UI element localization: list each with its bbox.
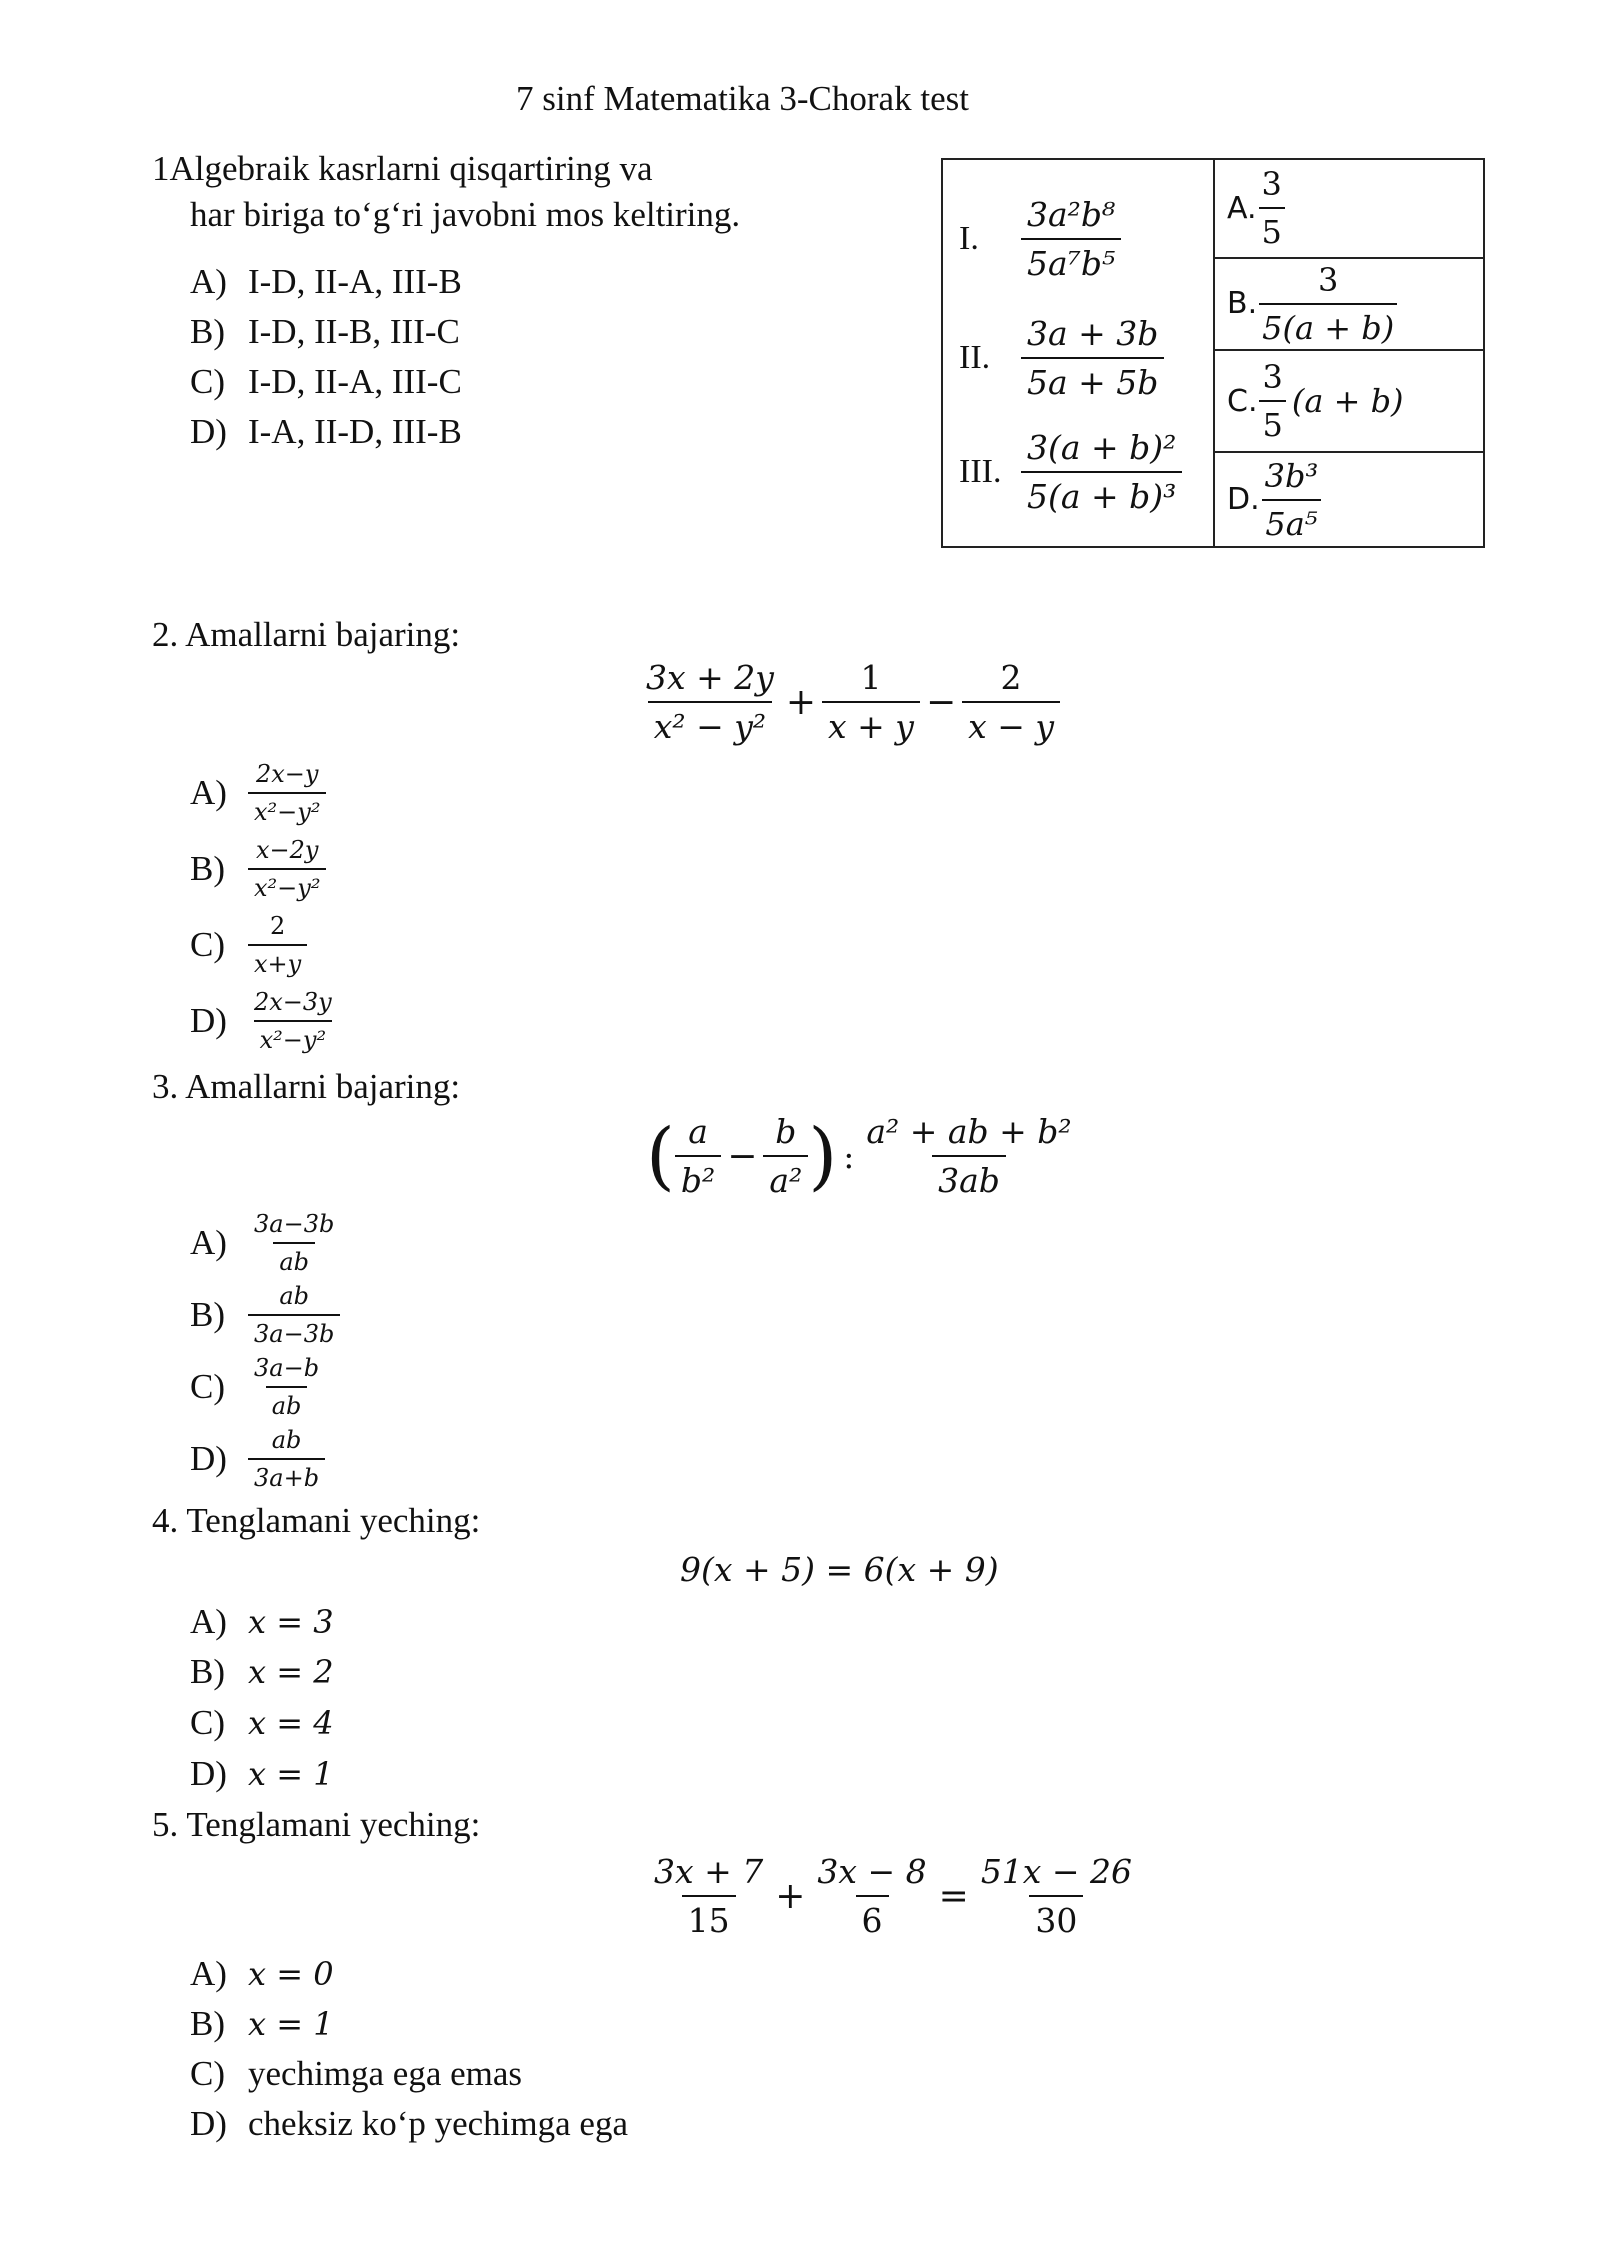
q1-expr-i [943,179,1213,299]
fraction [248,1282,340,1348]
denominator: 3a+b [248,1458,325,1492]
q2-option-c[interactable] [190,912,307,978]
fraction [648,1852,769,1940]
fraction [822,658,920,746]
option-label: A) [190,1602,227,1641]
option-label: D) [190,412,227,451]
operator: + [785,681,817,723]
option-text: I-A, II-D, III-B [248,412,462,451]
numerator: a [688,1112,708,1151]
option-text: x = 4 [248,1704,334,1742]
numerator: a² + ab + b² [866,1112,1072,1151]
fraction [962,658,1060,746]
option-text: I-D, II-A, III-B [248,262,462,301]
denominator: 5a⁷b⁵ [1021,238,1121,283]
denominator: ab [273,1242,315,1276]
denominator: 5a + 5b [1021,357,1164,402]
option-label: D) [190,1439,227,1478]
denominator: x² − y² [648,701,772,746]
q1-expr-ii [943,299,1213,417]
q1-option-c[interactable] [190,362,462,402]
option-label: D) [190,2104,227,2143]
q5-option-a[interactable] [190,1954,334,1994]
numerator: 3 [1262,358,1283,397]
numerator: 2x−3y [254,988,332,1016]
q1-text-line1: 1Algebraik kasrlarni qisqartiring va [152,149,653,188]
denominator: 30 [1029,1895,1083,1940]
denominator: 5(a + b)³ [1021,471,1182,516]
numerator: x−2y [255,836,319,864]
option-text: I-D, II-A, III-C [248,362,462,401]
q2-expression [640,658,1060,746]
option-label: D) [190,1001,227,1040]
numerator: 3x − 8 [817,1852,927,1891]
numerator: 3(a + b)² [1027,428,1177,467]
q4-equation: 9(x + 5) = 6(x + 9) [680,1550,999,1589]
denominator: 5 [1259,400,1285,444]
numerator: ab [271,1426,302,1454]
q5-option-d[interactable] [190,2104,628,2144]
option-text: x = 2 [248,1653,334,1691]
operator: − [925,681,957,723]
fraction [248,912,307,978]
denominator: 3a−3b [248,1314,340,1348]
fraction [248,988,338,1054]
q4-option-c[interactable] [190,1703,334,1743]
numerator: 1 [860,658,882,697]
q5-heading: 5. Tenglamani yeching: [152,1805,481,1844]
option-label: A) [190,262,227,301]
option-label: C) [190,1703,225,1742]
denominator: 6 [856,1895,889,1940]
q3-option-c[interactable] [190,1354,325,1420]
fraction [248,836,326,902]
operator: − [727,1135,758,1177]
fraction [248,1426,325,1492]
option-label: A) [190,1954,227,1993]
q5-expression [648,1852,1138,1940]
numerator: 2x−y [255,760,319,788]
roman-label: I. [959,220,979,257]
q3-option-a[interactable] [190,1210,340,1276]
fraction [1259,358,1285,444]
option-label: B) [190,1295,225,1334]
page-title: 7 sinf Matematika 3-Chorak test [516,79,969,118]
fraction [248,1354,325,1420]
q1-option-a[interactable] [190,262,462,302]
colon: : [843,1136,855,1176]
numerator: 3a−3b [254,1210,335,1238]
q1-answer-d [1214,452,1484,547]
denominator: ab [266,1386,308,1420]
option-label: A) [190,773,227,812]
denominator: x²−y² [254,1020,332,1054]
equals-sign: = [938,1875,969,1917]
denominator: x+y [248,944,307,978]
numerator: 3x + 7 [654,1852,764,1891]
option-text: x = 1 [248,2005,334,2043]
option-label: C) [190,2054,225,2093]
option-label: B) [190,2004,225,2043]
roman-label: II. [959,339,991,376]
fraction [860,1112,1077,1200]
option-text: I-D, II-B, III-C [248,312,460,351]
q4-option-d[interactable] [190,1754,334,1794]
option-label: C) [190,362,225,401]
denominator: 5a⁵ [1262,499,1320,543]
numerator: 2 [1000,658,1022,697]
numerator: 3a−b [254,1354,320,1382]
numerator: 3 [1261,165,1282,204]
q4-option-a[interactable] [190,1602,334,1642]
option-label: C) [190,925,225,964]
numerator: b [775,1112,797,1151]
fraction [1021,428,1182,516]
q2-option-b[interactable] [190,836,326,902]
operator: + [775,1875,806,1917]
fraction [763,1112,808,1200]
option-label: C) [190,1367,225,1406]
option-text: x = 0 [248,1955,334,1993]
denominator: x²−y² [248,868,326,902]
q2-heading: 2. Amallarni bajaring: [152,615,461,654]
numerator: 2 [269,912,286,940]
q1-answer-b [1214,258,1484,350]
fraction [675,1112,721,1200]
option-text: cheksiz ko‘p yechimga ega [248,2104,628,2143]
answer-letter: B. [1227,286,1258,322]
fraction [1259,165,1285,251]
answer-tail: (a + b) [1291,382,1404,421]
q1-expr-iii [943,417,1213,527]
option-label: B) [190,312,225,351]
numerator: 3a + 3b [1027,314,1159,353]
option-label: B) [190,849,225,888]
denominator: b² [675,1155,721,1200]
q2-option-a[interactable] [190,760,326,826]
q1-option-d[interactable] [190,412,462,452]
fraction [1259,261,1397,347]
numerator: 3 [1317,260,1339,299]
q1-answer-c [1214,350,1484,453]
left-paren: ( [646,1113,675,1199]
fraction [811,1852,932,1940]
q1-answer-a [1214,159,1484,258]
denominator: 5(a + b) [1259,303,1397,347]
roman-label: III. [959,453,1002,490]
fraction [248,760,326,826]
option-text: x = 1 [248,1755,334,1793]
q5-option-c[interactable] [190,2054,522,2094]
numerator: ab [279,1282,309,1310]
option-label: B) [190,1652,225,1691]
denominator: 5 [1259,207,1285,251]
option-label: D) [190,1754,227,1793]
q4-option-b[interactable] [190,1652,334,1692]
answer-letter: D. [1227,482,1260,518]
q3-option-b[interactable] [190,1282,340,1348]
denominator: x + y [822,701,920,746]
denominator: 15 [682,1895,736,1940]
right-paren: ) [808,1113,838,1199]
q4-heading: 4. Tenglamani yeching: [152,1501,481,1540]
q3-heading: 3. Amallarni bajaring: [152,1067,461,1106]
denominator: x − y [962,701,1060,746]
q3-option-d[interactable] [190,1426,325,1492]
denominator: a² [763,1155,808,1200]
fraction [248,1210,340,1276]
q1-option-b[interactable] [190,312,460,352]
numerator: 3a²b⁸ [1027,195,1116,234]
numerator: 3b³ [1264,456,1319,495]
q1-left-column [942,159,1214,547]
denominator: 3ab [932,1155,1006,1200]
q2-option-d[interactable] [190,988,338,1054]
option-text: x = 3 [248,1603,334,1641]
numerator: 51x − 26 [980,1852,1133,1891]
fraction [1021,314,1164,402]
fraction [1021,195,1121,283]
q3-expression [646,1112,1078,1200]
option-text: yechimga ega emas [248,2054,523,2093]
option-label: A) [190,1223,227,1262]
fraction [640,658,780,746]
q1-matching-table [941,158,1485,548]
denominator: x²−y² [248,792,326,826]
answer-letter: A. [1227,190,1257,226]
q5-option-b[interactable] [190,2004,334,2044]
numerator: 3x + 2y [646,658,774,697]
fraction [1262,457,1322,543]
q1-text-line2: har biriga to‘g‘ri javobni mos keltiring. [190,195,741,234]
fraction [975,1852,1138,1940]
answer-letter: C. [1227,383,1258,419]
